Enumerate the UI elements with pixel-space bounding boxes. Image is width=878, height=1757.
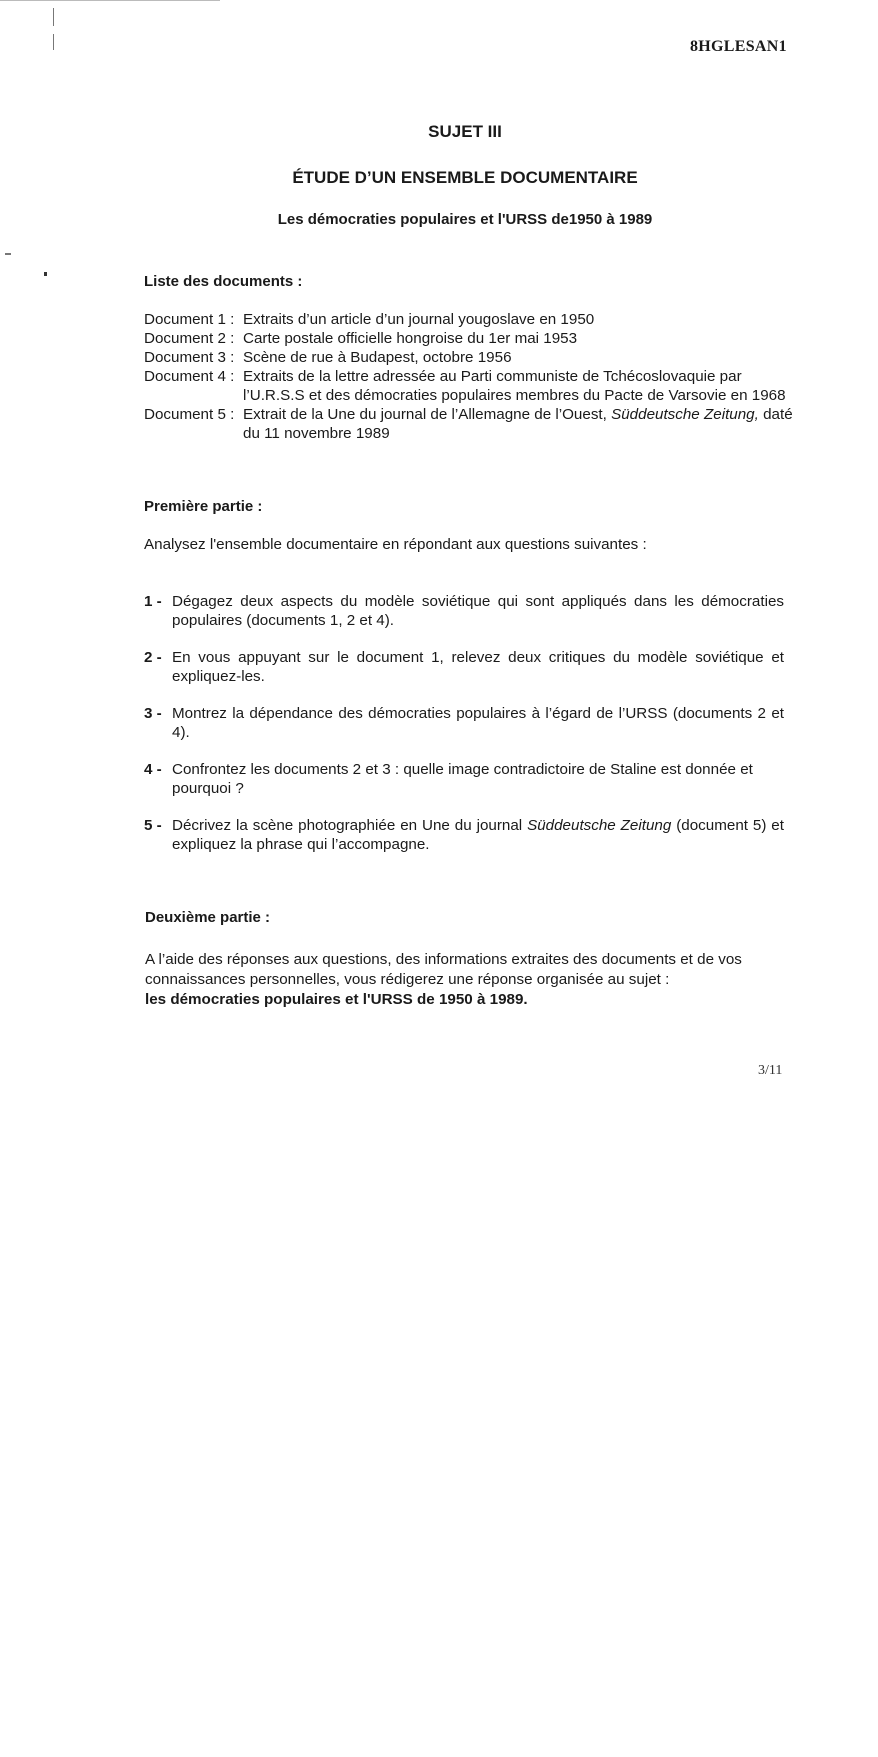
part1-intro: Analysez l'ensemble documentaire en répondant aux questions suivantes : xyxy=(144,536,647,553)
document-text: Scène de rue à Budapest, octobre 1956 xyxy=(243,349,512,366)
document-item xyxy=(144,348,794,367)
part2-subject: les démocraties populaires et l'URSS de 1950 à 1989. xyxy=(145,991,528,1008)
newspaper-title: Süddeutsche Zeitung, xyxy=(611,406,759,423)
exam-code: 8HGLESAN1 xyxy=(690,38,787,55)
theme-title: Les démocraties populaires et l'URSS de1950 à 1989 xyxy=(277,211,653,228)
document-item xyxy=(144,405,794,443)
part2-instructions xyxy=(145,950,785,1010)
document-text: Carte postale officielle hongroise du 1er mai 1953 xyxy=(243,330,578,347)
question-text: Montrez la dépendance des démocraties populaires à l’égard de l’URSS (documents 2 et 4). xyxy=(172,705,784,741)
document-item xyxy=(144,310,794,329)
question-text: Confrontez les documents 2 et 3 : quelle image contradictoire de Staline est donnée et pourquoi ? xyxy=(172,761,753,797)
documents-list xyxy=(144,310,794,443)
question-text-part: (document 5) et expliquez la phrase qui l’accompagne. xyxy=(172,817,784,853)
document-label: Document 5 : xyxy=(144,406,235,423)
document-label: Document 1 : xyxy=(144,311,235,328)
document-label: Document 3 : xyxy=(144,349,235,366)
question-text: En vous appuyant sur le document 1, relevez deux critiques du modèle soviétique et expliquez-les. xyxy=(172,649,784,685)
exercise-title: ÉTUDE D’UN ENSEMBLE DOCUMENTAIRE xyxy=(292,168,638,187)
document-text: Extraits d’un article d’un journal yougoslave en 1950 xyxy=(243,311,595,328)
scan-artifact-mark xyxy=(53,8,54,26)
question-item xyxy=(144,704,784,742)
document-text-part: daté du 11 novembre 1989 xyxy=(243,406,793,442)
scan-artifact-mark xyxy=(44,272,47,276)
scan-artifact-mark xyxy=(5,253,11,255)
question-item xyxy=(144,648,784,686)
scan-artifact-mark xyxy=(53,34,54,50)
document-item xyxy=(144,367,794,405)
subject-title: SUJET III xyxy=(428,122,502,141)
documents-heading: Liste des documents : xyxy=(144,273,303,290)
question-number: 1 - xyxy=(144,593,162,610)
part2-heading: Deuxième partie : xyxy=(145,909,271,926)
question-item xyxy=(144,760,784,798)
document-text-part: Extrait de la Une du journal de l’Allemagne de l’Ouest, xyxy=(243,406,612,423)
document-label: Document 2 : xyxy=(144,330,235,347)
question-number: 3 - xyxy=(144,705,162,722)
scan-artifact-line xyxy=(0,0,220,1)
question-text xyxy=(172,816,784,854)
question-number: 4 - xyxy=(144,761,162,778)
document-text: Extraits de la lettre adressée au Parti communiste de Tchécoslovaquie par l’U.R.S.S et des démocraties populaires membres du Pacte de Varsovie en 1968 xyxy=(243,368,786,404)
question-item xyxy=(144,592,784,630)
question-text-part: Décrivez la scène photographiée en Une du journal xyxy=(172,817,528,834)
part1-heading: Première partie : xyxy=(144,498,263,515)
document-item xyxy=(144,329,794,348)
question-number: 2 - xyxy=(144,649,162,666)
question-number: 5 - xyxy=(144,817,162,834)
document-label: Document 4 : xyxy=(144,368,235,385)
question-item xyxy=(144,816,784,854)
question-text: Dégagez deux aspects du modèle soviétique qui sont appliqués dans les démocraties populaires (documents 1, 2 et 4). xyxy=(172,593,784,629)
newspaper-title: Süddeutsche Zeitung xyxy=(527,817,672,834)
page-number: 3/11 xyxy=(758,1063,783,1078)
part2-text: A l’aide des réponses aux questions, des informations extraites des documents et de vos connaissances personnelles, vous rédigerez une réponse organisée au sujet : xyxy=(145,951,742,988)
document-text xyxy=(243,405,794,443)
